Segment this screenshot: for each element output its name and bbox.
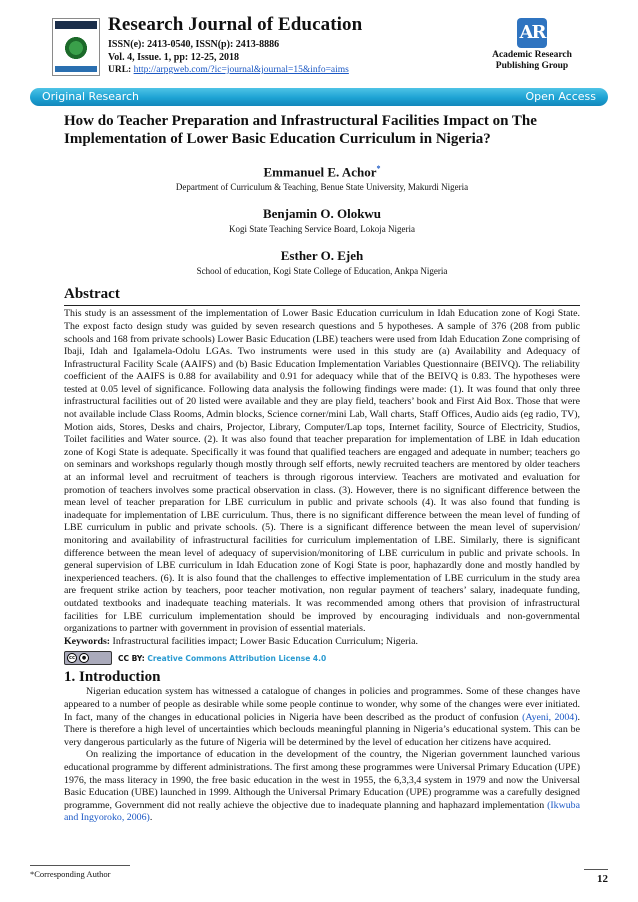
introduction-paragraph: On realizing the importance of education in the development of the country, the Nigerian government launched various educational programme by different administrations. The first among these programmes were Universal Primary Education (UPE) 1976, the mass literacy in 1990, the free basic education in the west in 1955, the 6,3,3,4 system in 1979 and now the Universal Basic Education (UBE) launched in 1999. Although the Universal Primary Education (UPE) programme was a carefully designed programme, Government did not really achieve the objective due to inadequate planning and haphazard implementation (Ikwuba and Ingyoroko, 2006). xyxy=(64,749,580,824)
author-affiliation: School of education, Kogi State College of Education, Ankpa Nigeria xyxy=(196,266,448,277)
banner-open-access: Open Access xyxy=(525,90,596,103)
article-content xyxy=(64,112,580,825)
author-affiliation: Kogi State Teaching Service Board, Lokoja Nigeria xyxy=(229,224,415,235)
by-person-icon: ● xyxy=(79,653,89,663)
author-name: Emmanuel E. Achor* xyxy=(263,164,381,180)
journal-title: Research Journal of Education xyxy=(108,14,363,35)
article-type-banner xyxy=(30,88,608,106)
cc-icon: cc xyxy=(67,653,77,663)
journal-volume: Vol. 4, Issue. 1, pp: 12-25, 2018 xyxy=(108,52,240,63)
url-label: URL: xyxy=(108,65,132,75)
license-line xyxy=(64,651,580,665)
banner-original-research: Original Research xyxy=(42,90,139,103)
introduction-heading: 1. Introduction xyxy=(64,669,161,686)
abstract-text: This study is an assessment of the implementation of Lower Basic Education curriculum in Idah Education zone of Kogi State. The expost facto design study was guided by seven research questions and 5 hypotheses. A sample of 376 (208 from public schools and 168 from private schools) Lower Basic Education (LBE) teachers were used from Idah Education Zone comprising of Ibaji, Idah and Igalamela-Odolu LGAs. Two instruments were used in this study are (a) Availability and Adequacy of Infrastructural Facility Scale (AAIFS) and (b) Basic Education Implementation Variables Questionnaire (BEIVQ). The reliability coefficient of the AAIFS is 0.88 for availability and 0.91 for adequacy while that of the BEIVQ is 0.83. The hypotheses were tested at 0.05 level of significance. Following data analysis the following findings were made: (1). It was found that only three infrastructural facilities out of 20 listed were available and they are play field, teachers’ book and First Aid Box. Those that were not available include Class Rooms, Admin blocks, Science corner/mini Lab, Wall charts, Staff Offices, Audio aids (eg radio, TV), Motion aids, Stores, Desks and chairs, Projector, Library, Computer/Lap tops, Internet facility, Source of Electricity, Studios, Toilet facilities and Water source. (2). It was also found that teacher preparation for implementation of LBE in Idah education zone of Kogi State is adequate. Specifically it was found that qualified teachers are engaged and adequate in number; teachers go on seminars and workshops regularly though mostly through self efforts, newly recruited teachers are mentored by older teachers at an informal level and recruitment of teachers is through rigorous interview. Teachers are motivated and evaluation for promotion of teachers involves some practical observation in class. (3). However, there is no significant difference between the mean level of teacher preparation for LBE curriculum in public and private schools (4). It was also found that funding is inadequate for implementation of LBE curriculum. Thus, there is no significant difference between the mean level of funding of LBE curriculum in public and private schools. (5). There is a significant difference between the mean level of supervision/ monitoring and availability of infrastructural facilities for curriculum implementation of LBE. Similarly, there is significant difference between the mean level of adequacy of supervision/monitoring of LBE curriculum in public and private schools. In general supervision of LBE curriculum in Idah Education zone of Kogi State is poor, haphazardly done and mostly handled by inexperienced teachers. (6). It is also found that the challenges to effective implementation of LBE curriculum in the study area are frequent strike action by teachers, poor teacher motivation, non regular payment of teachers’ salary, inadequate funding, outdated textbooks and inadequate teaching materials. It was recommended among others that provision of infrastructural facilities for LBE curriculum implementation should be improved by encouraging individuals and non-governmental organizations to partner with government in provision of essential materials. xyxy=(64,308,580,635)
keywords xyxy=(64,636,580,649)
corresponding-author-mark[interactable]: * xyxy=(376,164,381,173)
journal-url-link[interactable]: http://arpgweb.com/?ic=journal&journal=15&info=aims xyxy=(133,65,349,75)
journal-header xyxy=(52,14,592,76)
publisher-name: Academic Research Publishing Group xyxy=(492,50,572,71)
license-link[interactable]: Creative Commons Attribution License 4.0 xyxy=(147,653,327,663)
journal-issn: ISSN(e): 2413-0540, ISSN(p): 2413-8886 xyxy=(108,39,280,50)
introduction-paragraph: Nigerian education system has witnessed a catalogue of changes in policies and programmes. Some of these changes have appeared to a number of people as desirable while some people continue to wonder, why some of the changes were ever initiated. In fact, many of the changes in educational policies in Nigeria have been described as the product of confusion (Ayeni, 2004). There is therefore a high level of uncertainties which beclouds meaningful planning in Nigeria’s educational system. This can be very dangerous particularly as the future of Nigeria will be determined by the level of education her citizens have acquired. xyxy=(64,686,580,748)
keywords-list: Infrastructural facilities impact; Lower Basic Education Curriculum; Nigeria. xyxy=(112,635,419,647)
keywords-label: Keywords: xyxy=(64,635,111,647)
footnote-corresponding-author: *Corresponding Author xyxy=(30,869,111,879)
article-title: How do Teacher Preparation and Infrastructural Facilities Impact on The Implementation of Lower Basic Education Curriculum in Nigeria? xyxy=(64,113,537,147)
abstract-heading: Abstract xyxy=(64,286,580,306)
author-name: Esther O. Ejeh xyxy=(280,248,364,264)
author-affiliation: Department of Curriculum & Teaching, Benue State University, Makurdi Nigeria xyxy=(175,182,469,193)
citation-link[interactable]: (Ikwuba and Ingyoroko, 2006) xyxy=(64,799,580,824)
journal-url-line xyxy=(108,65,349,75)
publisher-block xyxy=(472,14,592,72)
footnote-divider xyxy=(30,865,130,866)
cc-by-badge-icon[interactable] xyxy=(64,651,112,665)
citation-link[interactable]: (Ayeni, 2004) xyxy=(522,711,578,723)
license-label: CC BY: Creative Commons Attribution License 4.0 xyxy=(118,653,327,663)
publisher-logo: AR xyxy=(517,18,547,48)
page-number: 12 xyxy=(597,873,608,885)
journal-cover-image xyxy=(52,18,100,76)
author-name: Benjamin O. Olokwu xyxy=(262,206,382,222)
page-number-rule xyxy=(584,869,608,870)
